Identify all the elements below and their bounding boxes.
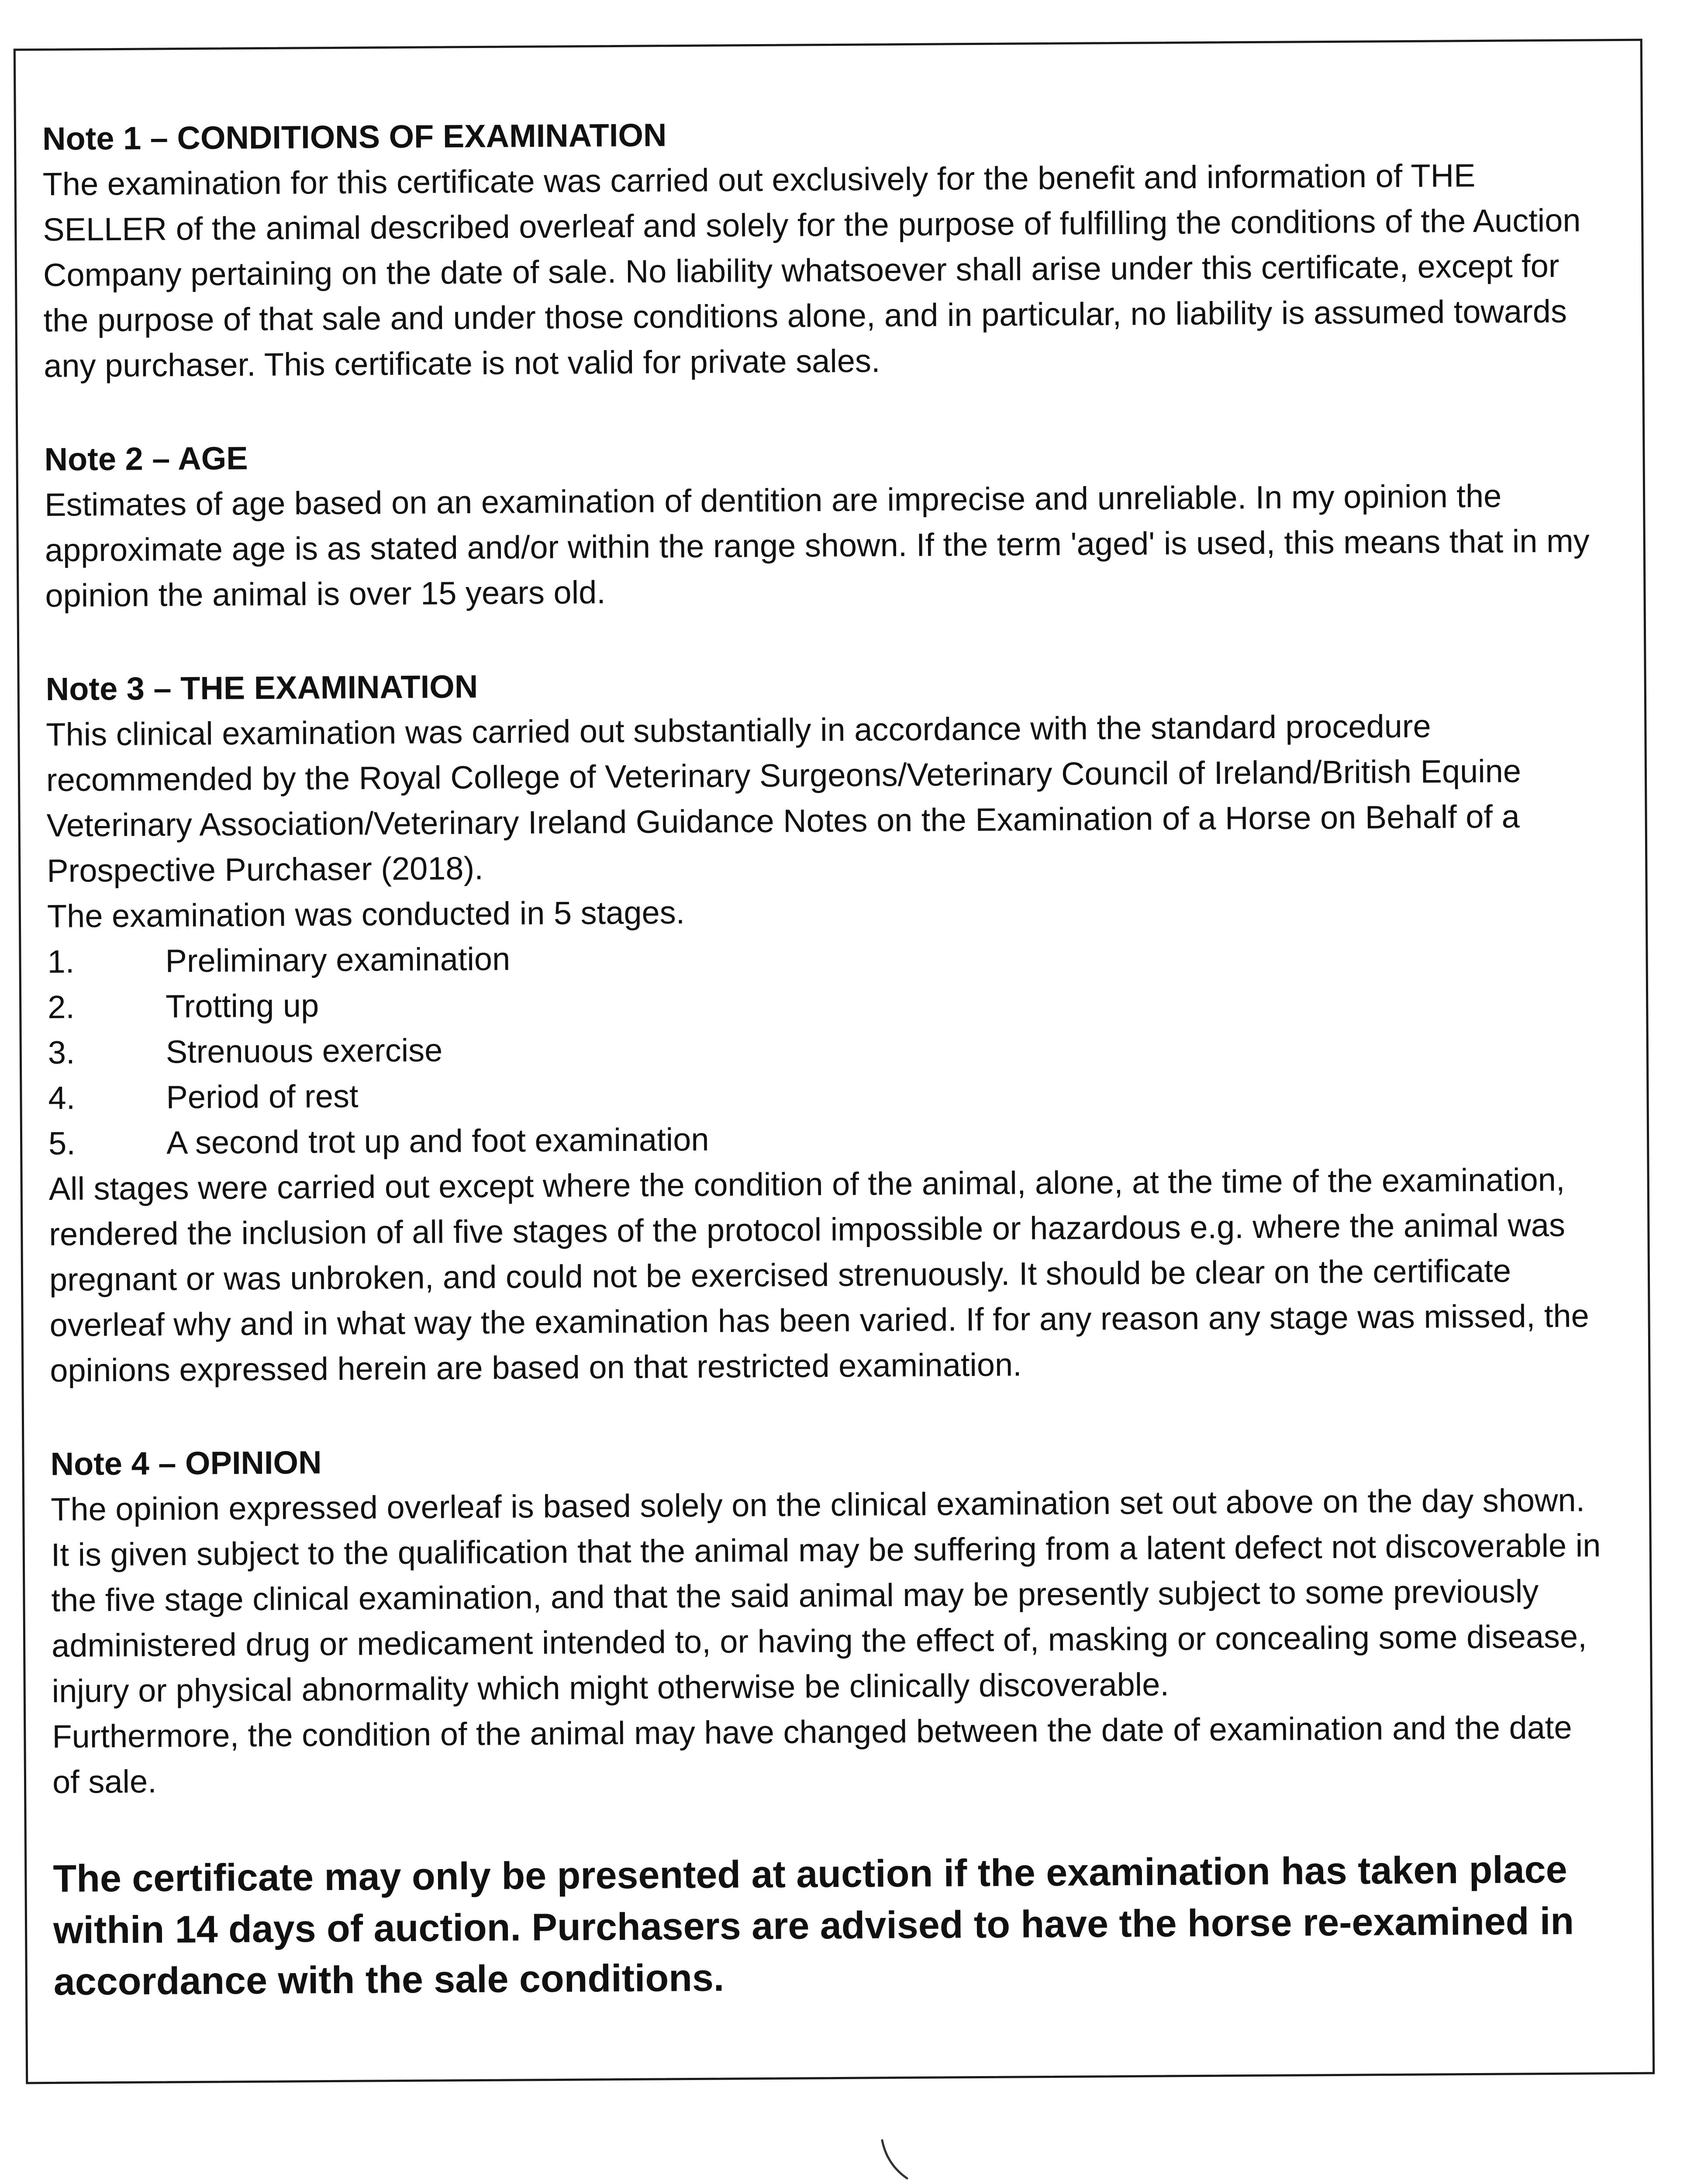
note-3-stages-intro: The examination was conducted in 5 stages. — [47, 894, 685, 935]
note-3-the-examination — [45, 657, 1604, 1393]
document-content — [42, 107, 1609, 2046]
note-3-heading: Note 3 – THE EXAMINATION — [45, 668, 478, 708]
pen-mark-icon — [880, 2138, 911, 2182]
stage-number: 2. — [47, 988, 75, 1025]
stage-number: 4. — [48, 1079, 76, 1116]
note-2-heading: Note 2 – AGE — [44, 440, 248, 478]
note-1-body: The examination for this certificate was carried out exclusively for the benefit and information of THE SELLER of the animal described overleaf and solely for the purpose of fulfilling the conditions of the Auction Company pertaining on the date of sale. No liability whatsoever shall arise under this certificate, except for the purpose of that sale and under those conditions alone, and in particular, no liability is assumed towards any purchaser. This certificate is not valid for private sales. — [42, 157, 1581, 384]
note-3-outro: All stages were carried out except where the condition of the animal, alone, at the time of the examination, rendered the inclusion of all five stages of the protocol impossible or hazardous e.g. where the animal was pregnant or was unbroken, and could not be exercised strenuously. It should be clear on the certificate overleaf why and in what way the examination has been varied. If for any reason any stage was missed, the opinions expressed herein are based on that restricted examination. — [48, 1161, 1590, 1389]
stage-label: Strenuous exercise — [166, 1032, 443, 1070]
note-1-conditions-of-examination — [42, 107, 1599, 389]
note-2-body: Estimates of age based on an examination of dentition are imprecise and unreliable. In my opinion the approximate age is as stated and/or within the range shown. If the term 'aged' is used, this means that in my opinion the animal is over 15 years old. — [44, 477, 1590, 614]
note-4-body: The opinion expressed overleaf is based solely on the clinical examination set out above on the day shown. It is given subject to the qualification that the animal may be suffering from a latent defect not discoverable in the five stage clinical examination, and that the said animal may be presently subject to some previously administered drug or medicament intended to, or having the effect of, masking or concealing some disease, injury or physical abnormality which might otherwise be clinically discoverable. — [50, 1482, 1601, 1709]
examination-stages-list — [47, 930, 1603, 1166]
stage-label: Trotting up — [165, 987, 319, 1025]
note-4-heading: Note 4 – OPINION — [50, 1444, 322, 1482]
note-4-body-continued: Furthermore, the condition of the animal may have changed between the date of examination and the date of sale. — [52, 1709, 1572, 1800]
stage-number: 5. — [48, 1125, 76, 1161]
closing-statement: The certificate may only be presented at auction if the examination has taken place within 14 days of auction. Purchasers are advised to have the horse re-examined in accordance with the sale conditions. — [53, 1847, 1574, 2003]
document-border — [14, 39, 1655, 2084]
stage-number: 1. — [47, 943, 75, 980]
stage-label: A second trot up and foot examination — [166, 1121, 709, 1161]
note-4-opinion — [50, 1432, 1607, 1805]
note-2-age — [44, 427, 1600, 619]
note-1-heading: Note 1 – CONDITIONS OF EXAMINATION — [42, 117, 667, 157]
stage-label: Preliminary examination — [165, 940, 511, 979]
stage-label: Period of rest — [166, 1078, 359, 1116]
note-3-intro: This clinical examination was carried out substantially in accordance with the standard procedure recommended by the Royal College of Veterinary Surgeons/Veterinary Council of Ireland/British Equine Veterinary Association/Veterinary Ireland Guidance Notes on the Examination of a Horse on Behalf of a Prospective Purchaser (2018). — [46, 708, 1521, 889]
stage-number: 3. — [48, 1034, 75, 1071]
